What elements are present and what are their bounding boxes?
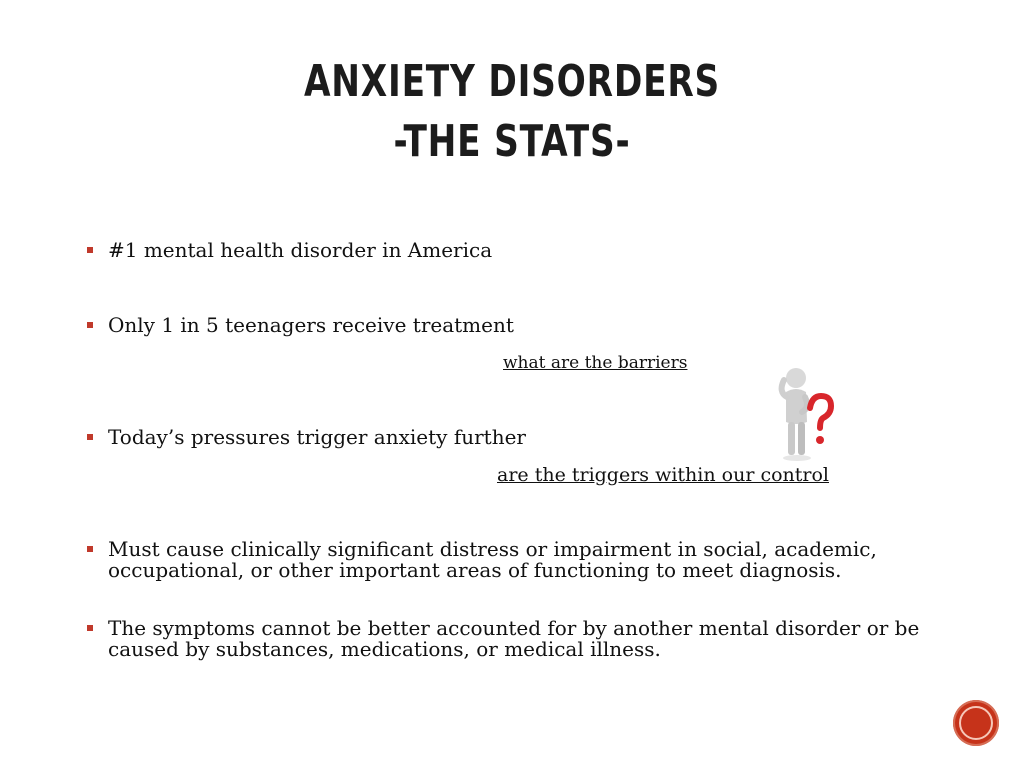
bullet-text: The symptoms cannot be better accounted for by another mental disorder or be caused by substances, medications, or medical illness. [108, 616, 920, 661]
circle-nav-icon [959, 706, 993, 740]
title-line-1: ANXIETY DISORDERS [303, 56, 721, 107]
title-line-2: -THE STATS- [393, 116, 631, 167]
barriers-link[interactable]: what are the barriers [503, 353, 688, 373]
bullet-text: Only 1 in 5 teenagers receive treatment [108, 313, 514, 337]
thinking-person-question-mark-icon [774, 364, 836, 464]
nav-button[interactable] [953, 700, 999, 746]
triggers-link[interactable]: are the triggers within our control [497, 464, 829, 486]
bullet-marker-icon [87, 625, 93, 631]
slide-title [113, 52, 912, 172]
bullet-marker-icon [87, 247, 93, 253]
bullet-marker-icon [87, 434, 93, 440]
bullet-text: Must cause clinically significant distress or impairment in social, academic, occupational, or other important areas of functioning to meet diagnosis. [108, 537, 877, 582]
bullet-marker-icon [87, 546, 93, 552]
bullet-text: Today’s pressures trigger anxiety further [108, 425, 526, 449]
bullet-marker-icon [87, 322, 93, 328]
bullet-text: #1 mental health disorder in America [108, 238, 493, 262]
